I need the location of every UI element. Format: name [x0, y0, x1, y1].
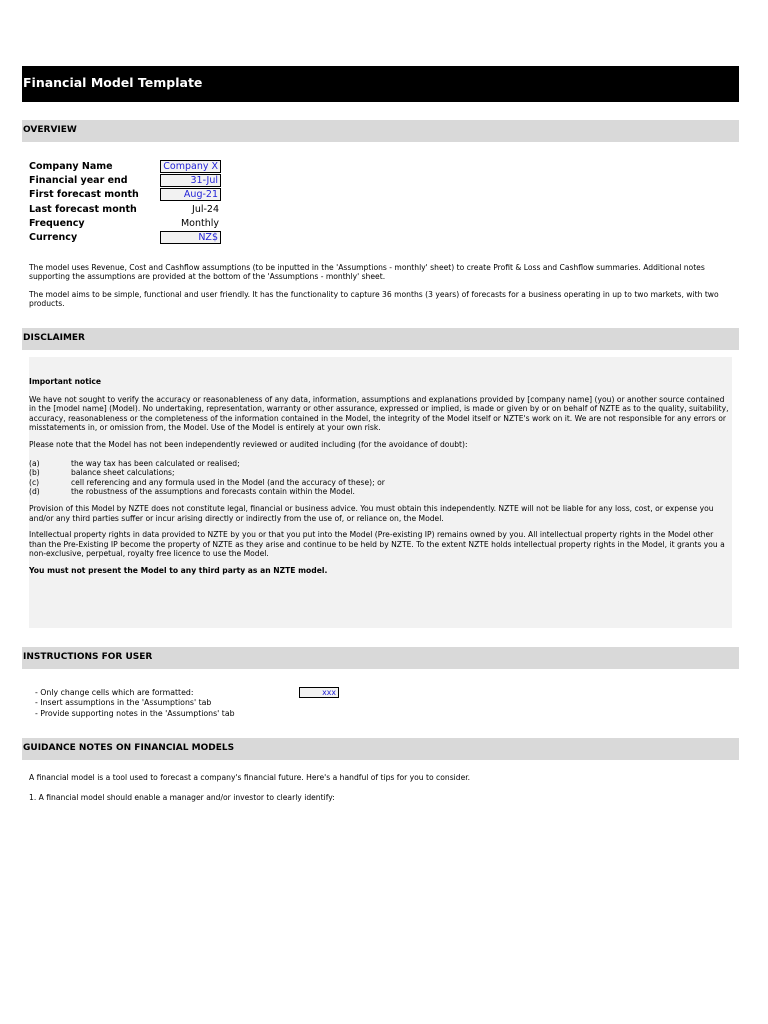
list-item-letter: (c) — [29, 477, 40, 487]
frequency-cell: Monthly — [180, 218, 219, 229]
first-forecast-month-cell[interactable]: Aug-21 — [160, 188, 221, 201]
instructions-heading: INSTRUCTIONS FOR USER — [22, 647, 739, 669]
list-item-text: the way tax has been calculated or realised; — [71, 458, 240, 468]
list-item-text: balance sheet calculations; — [71, 468, 175, 478]
disclaimer-box — [29, 357, 732, 628]
company-name-cell[interactable]: Company X — [160, 160, 221, 173]
list-item — [29, 487, 732, 497]
disclaimer-heading: DISCLAIMER — [22, 328, 739, 350]
disclaimer-list — [29, 459, 732, 497]
list-item — [29, 468, 732, 478]
guidance-paragraph-2: 1. A financial model should enable a manager and/or investor to clearly identify: — [29, 793, 335, 802]
list-item-text: cell referencing and any formula used in the Model (and the accuracy of these); or — [71, 477, 385, 487]
instruction-item: - Only change cells which are formatted: — [35, 688, 194, 697]
disclaimer-paragraph-5: You must not present the Model to any third party as an NZTE model. — [29, 565, 328, 575]
guidance-paragraph-1: A financial model is a tool used to forecast a company's financial future. Here's a handful of tips for you to consider. — [29, 773, 471, 782]
last-forecast-month-label: Last forecast month — [29, 204, 137, 215]
instruction-item: - Insert assumptions in the 'Assumptions' tab — [35, 698, 212, 707]
first-forecast-month-label: First forecast month — [29, 189, 139, 200]
list-item — [29, 478, 732, 488]
financial-year-end-cell[interactable]: 31-Jul — [160, 174, 221, 187]
currency-label: Currency — [29, 232, 78, 243]
currency-cell[interactable]: NZ$ — [160, 231, 221, 244]
formatted-cell-sample[interactable]: xxx — [299, 687, 339, 698]
disclaimer-paragraph-2: Please note that the Model has not been independently reviewed or audited including (for the avoidance of doubt): — [29, 439, 468, 449]
frequency-label: Frequency — [29, 218, 85, 229]
list-item-letter: (a) — [29, 458, 40, 468]
last-forecast-month-cell: Jul-24 — [192, 204, 219, 215]
disclaimer-paragraph-1: We have not sought to verify the accuracy or reasonableness of any data, information, assumptions and explanations provided by [company name] (you) or another source contained in the [model name] (Model). No undertaking, representation, warranty or other assurance, expressed or implied, is made or given by or on behalf of NZTE as to the quality, suitability, accuracy, reasonableness or the completeness of the information contained in the Model, the integrity of the Model itself or NZTE's work on it. We are not responsible for any errors or misstatements in, or omission from, the Model. Use of the Model is entirely at your own risk. — [29, 394, 729, 433]
disclaimer-paragraph-3: Provision of this Model by NZTE does not constitute legal, financial or business advice. You must obtain this independently. NZTE will not be liable for any loss, cost, or expense you and/or any third parties suffer or incur arising directly or indirectly from the use of, or reliance on, the Model. — [29, 503, 714, 523]
list-item-letter: (b) — [29, 468, 40, 478]
overview-heading: OVERVIEW — [22, 120, 739, 142]
list-item — [29, 459, 732, 469]
overview-paragraph-1: The model uses Revenue, Cost and Cashflow assumptions (to be inputted in the 'Assumptions - monthly' sheet) to create Profit & Loss and Cashflow summaries. Additional notes supporting the assumptions are provided at the bottom of the 'Assumptions - monthly' sheet. — [29, 263, 705, 282]
overview-paragraph-2: The model aims to be simple, functional and user friendly. It has the functionality to capture 36 months (3 years) of forecasts for a business operating in up to two markets, with two products. — [29, 290, 719, 309]
list-item-letter: (d) — [29, 487, 40, 497]
company-name-label: Company Name — [29, 161, 113, 172]
disclaimer-paragraph-4: Intellectual property rights in data provided to NZTE by you or that you put into the Model (Pre-existing IP) remains owned by you. All intellectual property rights in the Model other than the Pre-Existing IP become the property of NZTE as they arise and continue to be held by NZTE. To the extent NZTE holds intellectual property rights in the Model, it grants you a non-exclusive, perpetual, royalty free licence to use the Model. — [29, 530, 725, 559]
guidance-heading: GUIDANCE NOTES ON FINANCIAL MODELS — [22, 738, 739, 760]
financial-year-end-label: Financial year end — [29, 175, 128, 186]
page-title: Financial Model Template — [22, 66, 739, 102]
important-notice-title: Important notice — [29, 377, 102, 386]
list-item-text: the robustness of the assumptions and forecasts contain within the Model. — [71, 487, 355, 497]
instruction-item: - Provide supporting notes in the 'Assumptions' tab — [35, 709, 235, 718]
